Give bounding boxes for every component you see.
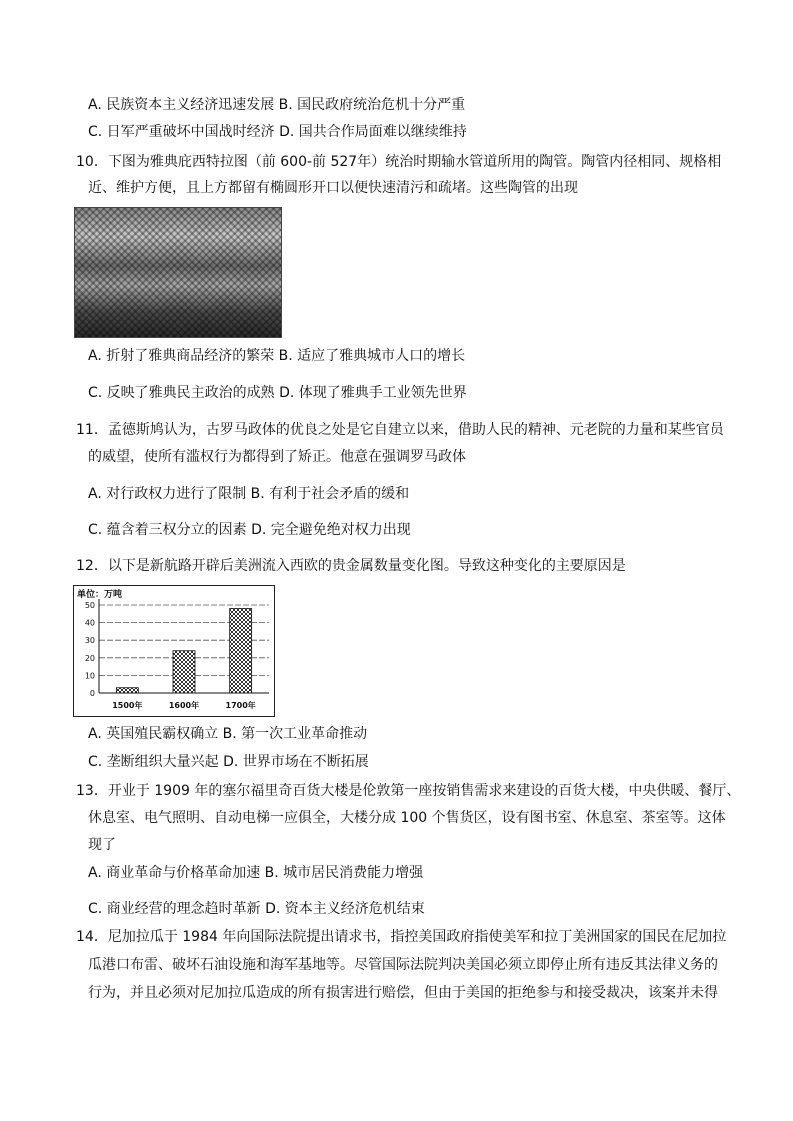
x-tick-label: 1500年 — [112, 701, 143, 710]
precious-metals-bar-chart — [73, 585, 275, 717]
q14-stem-line2: 瓜港口布雷、破坏石油设施和海军基地等。尽管国际法院判决美国必须立即停止所有违反其法律义务的 — [88, 957, 718, 973]
y-tick-label: 50 — [84, 601, 95, 610]
bar — [173, 651, 195, 693]
q12-options-ab: A. 英国殖民霸权确立 B. 第一次工业革命推动 — [88, 726, 368, 742]
q9-options-cd: C. 日军严重破坏中国战时经济 D. 国共合作局面难以继续维持 — [88, 124, 467, 140]
y-tick-label: 30 — [84, 636, 95, 646]
q9-options-ab: A. 民族资本主义经济迅速发展 B. 国民政府统治危机十分严重 — [88, 97, 466, 113]
q13-stem-line2: 休息室、电气照明、自动电梯一应俱全，大楼分成 100 个售货区，设有图书室、休息室、茶室等。这体 — [88, 810, 726, 826]
q10-options-ab: A. 折射了雅典商品经济的繁荣 B. 适应了雅典城市人口的增长 — [88, 348, 466, 364]
x-tick-label: 1700年 — [225, 701, 256, 710]
ceramic-pipe-photo — [74, 207, 282, 338]
q13-stem-line1: 13．开业于 1909 年的塞尔福里奇百货大楼是伦敦第一座按销售需求来建设的百货大楼，中央供暖、餐厅、 — [76, 783, 741, 799]
y-tick-label: 40 — [84, 618, 95, 628]
q14-stem-line1: 14．尼加拉瓜于 1984 年向国际法院提出请求书，指控美国政府指使美军和拉丁美洲国家的国民在尼加拉 — [76, 929, 727, 945]
q13-options-cd: C. 商业经营的理念趋时革新 D. 资本主义经济危机结束 — [88, 901, 425, 917]
y-tick-label: 10 — [84, 671, 95, 681]
q11-stem-line1: 11．孟德斯鸠认为，古罗马政体的优良之处是它自建立以来，借助人民的精神、元老院的力量和某些官员 — [76, 422, 724, 438]
y-tick-label: 0 — [89, 689, 95, 698]
q10-stem-line2: 近、维护方便，且上方都留有椭圆形开口以便快速清污和疏堵。这些陶管的出现 — [88, 180, 578, 196]
q11-options-ab: A. 对行政权力进行了限制 B. 有利于社会矛盾的缓和 — [88, 486, 410, 502]
bar — [230, 609, 252, 693]
q11-options-cd: C. 蕴含着三权分立的因素 D. 完全避免绝对权力出现 — [88, 522, 411, 538]
y-tick-label: 20 — [84, 653, 95, 663]
q13-options-ab: A. 商业革命与价格革命加速 B. 城市居民消费能力增强 — [88, 865, 424, 881]
q11-stem-line2: 的威望，使所有滥权行为都得到了矫正。他意在强调罗马政体 — [88, 449, 466, 465]
q13-stem-line3: 现了 — [88, 837, 116, 853]
x-tick-label: 1600年 — [168, 701, 200, 710]
q10-options-cd: C. 反映了雅典民主政治的成熟 D. 体现了雅典手工业领先世界 — [88, 385, 467, 401]
bar — [116, 688, 138, 693]
chart-unit-label: 单位：万吨 — [77, 590, 123, 600]
q10-stem-line1: 10．下图为雅典庇西特拉图（前 600-前 527年）统治时期输水管道所用的陶管。陶管内径相同、规格相 — [76, 154, 722, 170]
q12-stem-line1: 12．以下是新航路开辟后美洲流入西欧的贵金属数量变化图。导致这种变化的主要原因是 — [76, 558, 626, 574]
q12-options-cd: C. 垄断组织大量兴起 D. 世界市场在不断拓展 — [88, 754, 369, 770]
q14-stem-line3: 行为，并且必须对尼加拉瓜造成的所有损害进行赔偿，但由于美国的拒绝参与和接受裁决，该案并未得 — [88, 985, 718, 1001]
